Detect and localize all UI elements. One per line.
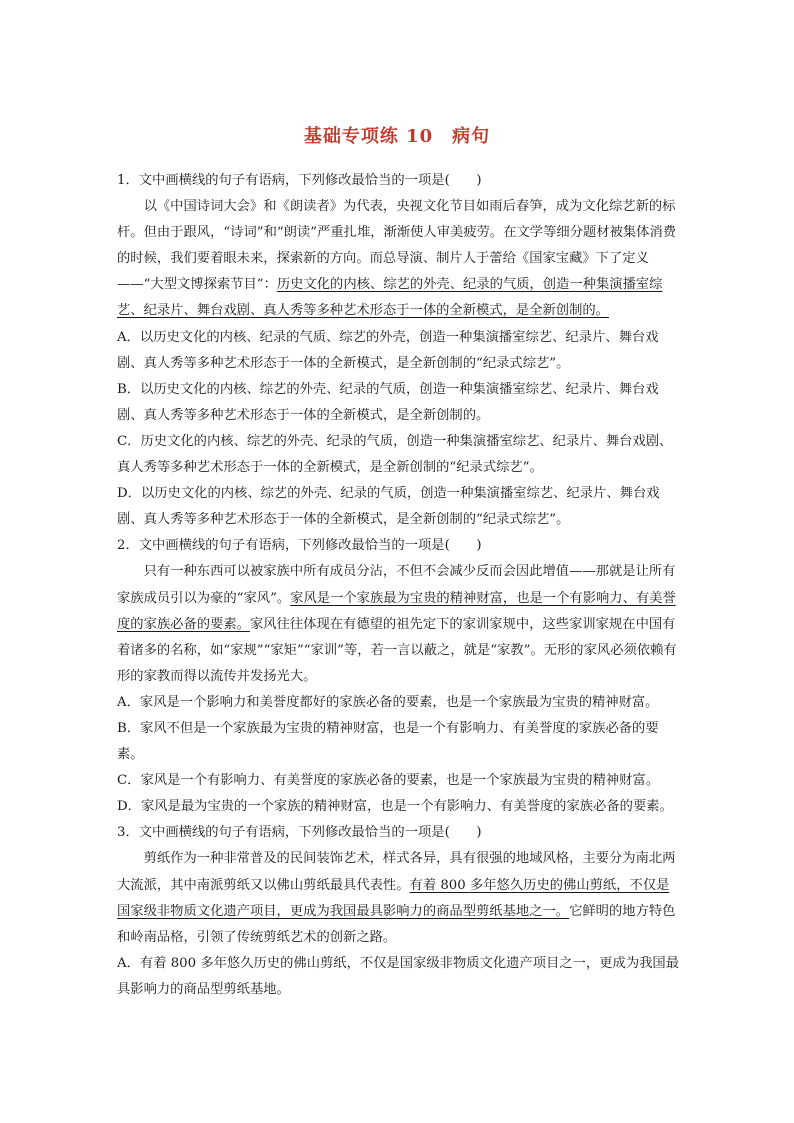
question-2-option-c: C．家风是一个有影响力、有美誉度的家族必备的要素，也是一个家族最为宝贵的精神财富。 xyxy=(117,773,660,789)
question-2-option-d: D．家风是最为宝贵的一个家族的精神财富，也是一个有影响力、有美誉度的家族必备的要素。 xyxy=(117,799,673,815)
question-2-option-a: A．家风是一个影响力和美誉度都好的家族必备的要素，也是一个家族最为宝贵的精神财富。 xyxy=(117,694,659,710)
passage-text: 只有一种东西可以被家族中所有成员分沾，不但不会减少反而会因此增值——那就是让所有家族成员引以为豪的“家风”。 xyxy=(117,564,676,606)
question-2-stem: 2．文中画横线的句子有语病，下列修改最恰当的一项是( ) xyxy=(117,538,482,554)
question-3-option-a: A．有着 800 多年悠久历史的佛山剪纸，不仅是国家级非物质文化遗产项目之一，更成为我国最具影响力的商品型剪纸基地。 xyxy=(117,955,680,997)
question-1-option-b: B．以历史文化的内核、综艺的外壳、纪录的气质，创造一种集演播室综艺、纪录片、舞台戏剧、真人秀等多种艺术形态于一体的全新模式，是全新创制的。 xyxy=(117,381,659,423)
underlined-sentence: 家风是一个家族最为宝贵的精神财富，也是一个有影响力、有美誉度的家族必备的要素。 xyxy=(117,590,676,632)
question-3-stem: 3．文中画横线的句子有语病，下列修改最恰当的一项是( ) xyxy=(117,825,482,841)
question-1-option-d: D．以历史文化的内核、综艺的外壳、纪录的气质，创造一种集演播室综艺、纪录片、舞台戏剧、真人秀等多种艺术形态于一体的全新模式，是全新创制的“纪录式综艺”。 xyxy=(117,486,660,528)
question-1-passage xyxy=(117,194,679,324)
underlined-sentence: 有着 800 多年悠久历史的佛山剪纸，不仅是国家级非物质文化遗产项目，更成为我国最具影响力的商品型剪纸基地之一。 xyxy=(117,877,670,919)
question-3-passage xyxy=(117,846,679,950)
passage-text: 它鲜明的地方特色和岭南品格，引领了传统剪纸艺术的创新之路。 xyxy=(117,903,676,945)
underlined-sentence: 历史文化的内核、综艺的外壳、纪录的气质，创造一种集演播室综艺、纪录片、舞台戏剧、真人秀等多种艺术形态于一体的全新模式，是全新创制的。 xyxy=(117,277,663,319)
question-2-passage xyxy=(117,559,679,689)
passage-text: 以《中国诗词大会》和《朗读者》为代表，央视文化节目如雨后春笋，成为文化综艺新的标杆。但由于跟风，“诗词”和“朗读”严重扎堆，渐渐使人审美疲劳。在文学等细分题材被集体消费的时候，我们要着眼未来，探索新的方向。而总导演、制片人于蕾给《国家宝藏》下了定义——“大型文博探索节目”： xyxy=(117,199,677,293)
question-1-option-c: C．历史文化的内核、综艺的外壳、纪录的气质，创造一种集演播室综艺、纪录片、舞台戏剧、真人秀等多种艺术形态于一体的全新模式，是全新创制的“纪录式综艺”。 xyxy=(117,433,673,476)
passage-text: 家风往往体现在有德望的祖先定下的家训家规中，这些家训家规在中国有着诸多的名称，如“家规”“家矩”“家训”等，若一言以蔽之，就是“家教”。无形的家风必须依赖有形的家教而得以流传并发扬光大。 xyxy=(117,616,677,684)
page-title: 基础专项练 10 病句 xyxy=(303,126,491,147)
document-body xyxy=(117,168,679,1003)
question-1-stem: 1．文中画横线的句子有语病，下列修改最恰当的一项是( ) xyxy=(117,173,482,188)
question-2-option-b: B．家风不但是一个家族最为宝贵的精神财富，也是一个有影响力、有美誉度的家族必备的要素。 xyxy=(117,720,659,763)
passage-text: 剪纸作为一种非常普及的民间装饰艺术，样式各异，具有很强的地域风格，主要分为南北两大流派，其中南派剪纸又以佛山剪纸最具代表性。 xyxy=(117,851,676,893)
question-1-option-a: A．以历史文化的内核、纪录的气质、综艺的外壳，创造一种集演播室综艺、纪录片、舞台戏剧、真人秀等多种艺术形态于一体的全新模式，是全新创制的“纪录式综艺”。 xyxy=(117,329,659,371)
